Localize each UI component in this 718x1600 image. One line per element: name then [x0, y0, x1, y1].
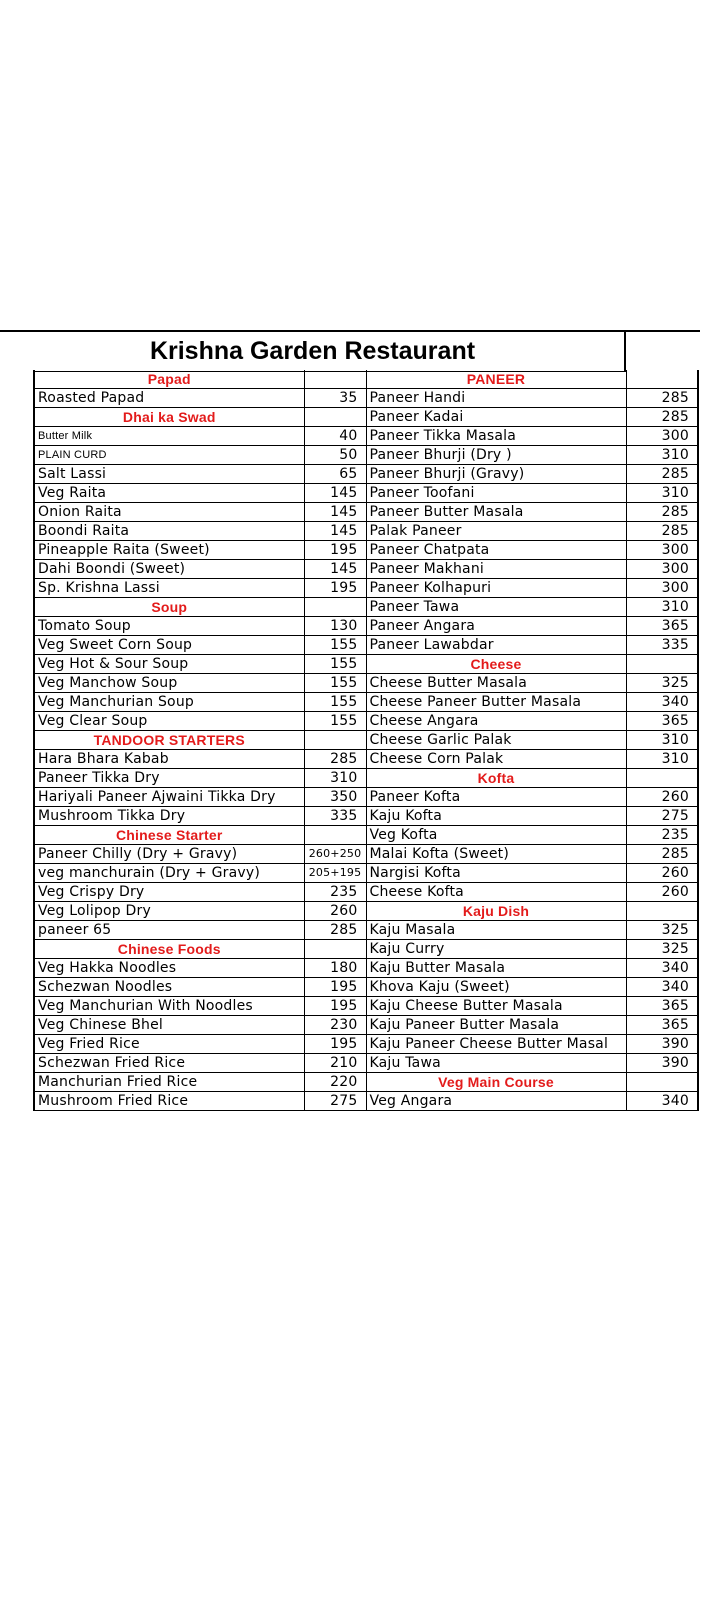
item-price: 340	[626, 959, 698, 978]
menu-row	[34, 598, 698, 617]
item-name: Salt Lassi	[34, 465, 304, 484]
item-name: Paneer Kolhapuri	[366, 579, 626, 598]
item-name: Mushroom Tikka Dry	[34, 807, 304, 826]
item-name: Kaju Butter Masala	[366, 959, 626, 978]
item-price: 325	[626, 940, 698, 959]
menu-row	[34, 1054, 698, 1073]
menu-sheet	[0, 330, 700, 1109]
item-price: 260+250	[304, 845, 366, 864]
item-name: Kaju Masala	[366, 921, 626, 940]
item-price: 285	[626, 465, 698, 484]
menu-row	[34, 883, 698, 902]
item-name: Khova Kaju (Sweet)	[366, 978, 626, 997]
item-name: paneer 65	[34, 921, 304, 940]
item-price	[304, 940, 366, 959]
item-price: 260	[626, 864, 698, 883]
item-price: 300	[626, 579, 698, 598]
item-name: Cheese Kofta	[366, 883, 626, 902]
menu-row	[34, 807, 698, 826]
menu-row	[34, 978, 698, 997]
item-price: 340	[626, 978, 698, 997]
menu-row	[34, 902, 698, 921]
item-price: 365	[626, 617, 698, 636]
item-price: 300	[626, 541, 698, 560]
item-name: Paneer Handi	[366, 389, 626, 408]
item-price: 285	[304, 921, 366, 940]
item-price	[626, 655, 698, 674]
item-name: Paneer Toofani	[366, 484, 626, 503]
item-name: Veg Manchurian Soup	[34, 693, 304, 712]
item-name: Veg Manchow Soup	[34, 674, 304, 693]
item-name: Kaju Curry	[366, 940, 626, 959]
item-price: 285	[304, 750, 366, 769]
menu-row	[34, 560, 698, 579]
item-price: 50	[304, 446, 366, 465]
item-price: 195	[304, 997, 366, 1016]
item-name: Kaju Tawa	[366, 1054, 626, 1073]
menu-row	[34, 389, 698, 408]
item-price: 310	[304, 769, 366, 788]
item-name: Hara Bhara Kabab	[34, 750, 304, 769]
menu-row	[34, 617, 698, 636]
menu-row	[34, 1035, 698, 1054]
item-name: Paneer Bhurji (Dry )	[366, 446, 626, 465]
item-name: Paneer Kadai	[366, 408, 626, 427]
menu-row	[34, 541, 698, 560]
item-price: 325	[626, 921, 698, 940]
item-price: 195	[304, 1035, 366, 1054]
item-name: Paneer Chatpata	[366, 541, 626, 560]
item-name: Veg Sweet Corn Soup	[34, 636, 304, 655]
item-name: Cheese Paneer Butter Masala	[366, 693, 626, 712]
item-name: Palak Paneer	[366, 522, 626, 541]
section-header: PANEER	[366, 370, 626, 389]
item-name: Kaju Kofta	[366, 807, 626, 826]
item-price: 155	[304, 674, 366, 693]
item-price	[626, 1073, 698, 1092]
item-price	[626, 769, 698, 788]
item-price: 285	[626, 503, 698, 522]
item-price: 390	[626, 1054, 698, 1073]
menu-row	[34, 465, 698, 484]
item-price: 310	[626, 750, 698, 769]
item-price: 230	[304, 1016, 366, 1035]
menu-row	[34, 655, 698, 674]
menu-row	[34, 693, 698, 712]
section-header: Soup	[34, 598, 304, 617]
item-price: 65	[304, 465, 366, 484]
menu-row	[34, 503, 698, 522]
item-name: Tomato Soup	[34, 617, 304, 636]
item-name: Cheese Butter Masala	[366, 674, 626, 693]
menu-row	[34, 1073, 698, 1092]
item-price: 195	[304, 541, 366, 560]
item-price: 350	[304, 788, 366, 807]
menu-row	[34, 864, 698, 883]
item-name: Paneer Bhurji (Gravy)	[366, 465, 626, 484]
item-price	[626, 370, 698, 389]
item-name: Veg Fried Rice	[34, 1035, 304, 1054]
item-price: 285	[626, 845, 698, 864]
item-price: 145	[304, 522, 366, 541]
item-price	[626, 902, 698, 921]
item-name: Paneer Makhani	[366, 560, 626, 579]
item-name: Mushroom Fried Rice	[34, 1092, 304, 1111]
item-price: 300	[626, 560, 698, 579]
section-header: Veg Main Course	[366, 1073, 626, 1092]
item-name: Hariyali Paneer Ajwaini Tikka Dry	[34, 788, 304, 807]
item-name: Nargisi Kofta	[366, 864, 626, 883]
item-name: Malai Kofta (Sweet)	[366, 845, 626, 864]
item-name: Veg Lolipop Dry	[34, 902, 304, 921]
section-header: Chinese Foods	[34, 940, 304, 959]
item-price: 145	[304, 484, 366, 503]
item-name: Paneer Chilly (Dry + Gravy)	[34, 845, 304, 864]
menu-row	[34, 427, 698, 446]
item-name: Schezwan Fried Rice	[34, 1054, 304, 1073]
item-name: PLAIN CURD	[34, 446, 304, 465]
item-price: 365	[626, 1016, 698, 1035]
item-name: Boondi Raita	[34, 522, 304, 541]
menu-row	[34, 522, 698, 541]
item-name: Paneer Tikka Dry	[34, 769, 304, 788]
menu-row	[34, 826, 698, 845]
item-price: 285	[626, 522, 698, 541]
item-name: Veg Raita	[34, 484, 304, 503]
menu-row	[34, 579, 698, 598]
item-name: Veg Angara	[366, 1092, 626, 1111]
menu-row	[34, 446, 698, 465]
item-price: 390	[626, 1035, 698, 1054]
item-name: veg manchurain (Dry + Gravy)	[34, 864, 304, 883]
item-price: 155	[304, 655, 366, 674]
item-price	[304, 826, 366, 845]
section-header: Dhai ka Swad	[34, 408, 304, 427]
section-header: Kofta	[366, 769, 626, 788]
item-name: Cheese Garlic Palak	[366, 731, 626, 750]
item-price: 235	[626, 826, 698, 845]
item-price: 145	[304, 560, 366, 579]
section-header: TANDOOR STARTERS	[34, 731, 304, 750]
item-price	[304, 598, 366, 617]
section-header: Kaju Dish	[366, 902, 626, 921]
menu-row	[34, 1092, 698, 1111]
item-name: Veg Clear Soup	[34, 712, 304, 731]
item-name: Veg Crispy Dry	[34, 883, 304, 902]
item-price	[304, 408, 366, 427]
item-price: 220	[304, 1073, 366, 1092]
section-header: Cheese	[366, 655, 626, 674]
item-name: Paneer Angara	[366, 617, 626, 636]
item-name: Paneer Butter Masala	[366, 503, 626, 522]
item-price: 145	[304, 503, 366, 522]
item-price: 310	[626, 484, 698, 503]
menu-row	[34, 921, 698, 940]
item-price: 285	[626, 408, 698, 427]
item-price: 210	[304, 1054, 366, 1073]
item-price: 155	[304, 693, 366, 712]
restaurant-title: Krishna Garden Restaurant	[149, 337, 476, 365]
item-price: 365	[626, 997, 698, 1016]
item-price: 310	[626, 446, 698, 465]
menu-row	[34, 750, 698, 769]
item-name: Kaju Paneer Butter Masala	[366, 1016, 626, 1035]
item-name: Veg Manchurian With Noodles	[34, 997, 304, 1016]
item-price: 300	[626, 427, 698, 446]
item-name: Paneer Tawa	[366, 598, 626, 617]
menu-table	[33, 370, 699, 1111]
item-name: Paneer Kofta	[366, 788, 626, 807]
item-price	[304, 370, 366, 389]
menu-row	[34, 940, 698, 959]
item-price: 310	[626, 598, 698, 617]
item-name: Onion Raita	[34, 503, 304, 522]
item-price: 35	[304, 389, 366, 408]
item-name: Veg Kofta	[366, 826, 626, 845]
item-price: 180	[304, 959, 366, 978]
item-name: Veg Chinese Bhel	[34, 1016, 304, 1035]
menu-row	[34, 997, 698, 1016]
item-price: 335	[304, 807, 366, 826]
menu-row	[34, 712, 698, 731]
item-name: Schezwan Noodles	[34, 978, 304, 997]
item-price: 275	[304, 1092, 366, 1111]
item-price: 235	[304, 883, 366, 902]
title-row	[0, 330, 700, 372]
menu-row	[34, 370, 698, 389]
item-name: Roasted Papad	[34, 389, 304, 408]
item-name: Cheese Corn Palak	[366, 750, 626, 769]
item-name: Veg Hakka Noodles	[34, 959, 304, 978]
menu-row	[34, 845, 698, 864]
menu-row	[34, 408, 698, 427]
item-price: 335	[626, 636, 698, 655]
item-price: 275	[626, 807, 698, 826]
item-price: 260	[304, 902, 366, 921]
item-name: Butter Milk	[34, 427, 304, 446]
item-price: 260	[626, 883, 698, 902]
item-name: Dahi Boondi (Sweet)	[34, 560, 304, 579]
item-name: Paneer Lawabdar	[366, 636, 626, 655]
item-name: Veg Hot & Sour Soup	[34, 655, 304, 674]
item-price: 365	[626, 712, 698, 731]
item-price: 340	[626, 693, 698, 712]
menu-row	[34, 959, 698, 978]
item-name: Cheese Angara	[366, 712, 626, 731]
item-price	[304, 731, 366, 750]
menu-row	[34, 484, 698, 503]
item-name: Kaju Paneer Cheese Butter Masal	[366, 1035, 626, 1054]
item-price: 195	[304, 579, 366, 598]
item-name: Sp. Krishna Lassi	[34, 579, 304, 598]
item-price: 340	[626, 1092, 698, 1111]
item-price: 285	[626, 389, 698, 408]
item-price: 155	[304, 636, 366, 655]
item-price: 195	[304, 978, 366, 997]
item-price: 205+195	[304, 864, 366, 883]
item-price: 130	[304, 617, 366, 636]
item-name: Paneer Tikka Masala	[366, 427, 626, 446]
section-header: Papad	[34, 370, 304, 389]
menu-row	[34, 674, 698, 693]
menu-row	[34, 1016, 698, 1035]
menu-row	[34, 636, 698, 655]
item-name: Manchurian Fried Rice	[34, 1073, 304, 1092]
item-name: Pineapple Raita (Sweet)	[34, 541, 304, 560]
menu-row	[34, 769, 698, 788]
menu-row	[34, 731, 698, 750]
menu-row	[34, 788, 698, 807]
section-header: Chinese Starter	[34, 826, 304, 845]
item-price: 155	[304, 712, 366, 731]
item-price: 40	[304, 427, 366, 446]
item-name: Kaju Cheese Butter Masala	[366, 997, 626, 1016]
item-price: 325	[626, 674, 698, 693]
item-price: 310	[626, 731, 698, 750]
item-price: 260	[626, 788, 698, 807]
